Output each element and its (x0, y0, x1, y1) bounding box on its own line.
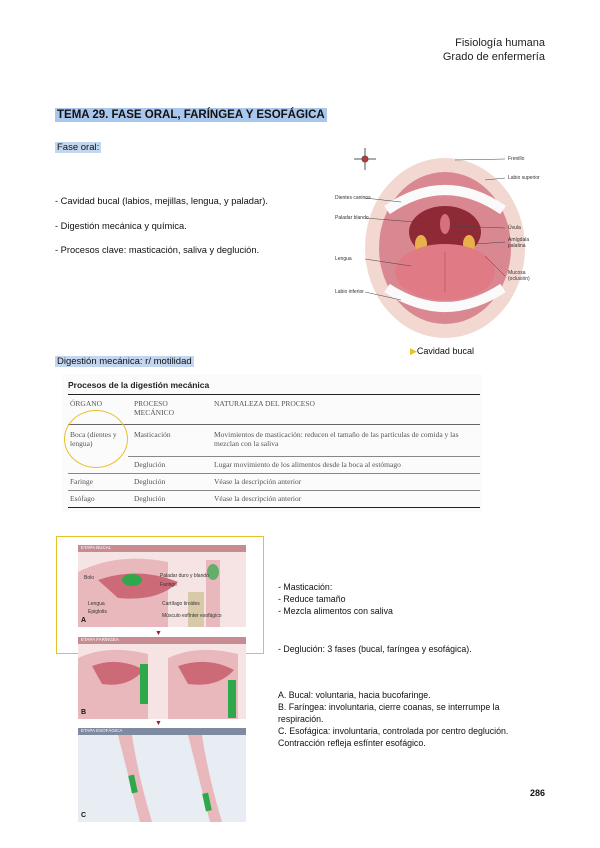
table-cell: Deglución (134, 494, 166, 503)
header-degree: Grado de enfermería (442, 51, 545, 63)
mouth-label: Amígdala palatina (508, 237, 530, 249)
mouth-label: Dientes caninos (335, 195, 371, 201)
arrow-down-icon: ▼ (155, 630, 162, 637)
oral-point: - Digestión mecánica y química. (55, 221, 187, 231)
panel-letter: A (81, 617, 87, 624)
mouth-label: Mucosa (oclusión) (508, 270, 530, 282)
table-cell: Deglución (134, 477, 166, 486)
page-number: 286 (529, 788, 545, 798)
swallow-panel-a: ETAPA BUCAL Bolo Paladar duro y blando Lengua Faringe Epiglotis Cartílago tiroides Músculo esfínter esofágico A (78, 545, 246, 627)
panel-c-illustration (78, 735, 246, 822)
table-cell: Masticación (134, 430, 171, 439)
panel-title: ETAPA ESOFÁGICA (78, 728, 246, 735)
panel-letter: C (81, 812, 87, 819)
arrow-down-icon: ▼ (155, 720, 162, 727)
table-cell: Movimientos de masticación: reducen el tamaño de las partículas de comida y las mezclan con la saliva (214, 430, 459, 448)
phase-item: C. Esofágica: involuntaria, controlada por centro deglución. Contracción refleja esfínter esofágico. (278, 726, 509, 748)
mouth-label: Paladar blando (335, 215, 369, 221)
panel-letter: B (81, 709, 87, 716)
table-cell: Deglución (134, 460, 166, 469)
mouth-figure (335, 140, 545, 350)
section-mech-heading: Digestión mecánica: r/ motilidad (57, 356, 192, 367)
table-cell: Boca (dientes y lengua) (70, 430, 117, 448)
page-title: TEMA 29. FASE ORAL, FARÍNGEA Y ESOFÁGICA (57, 109, 325, 121)
oral-point: - Cavidad bucal (labios, mejillas, lengua, y paladar). (55, 196, 268, 206)
mouth-label: Labio inferior (335, 289, 364, 295)
mouth-label: Úvula (508, 225, 521, 231)
oral-point: - Procesos clave: masticación, saliva y deglución. (55, 245, 260, 255)
table-cell: Esófago (70, 494, 95, 503)
table-cell: Véase la descripción anterior (214, 494, 302, 503)
table-header: ÓRGANO (70, 399, 103, 408)
chew-points: - Masticación: - Reduce tamaño - Mezcla alimentos con saliva (278, 582, 393, 616)
triangle-icon: ▶ (410, 346, 417, 356)
swallow-panel-b (78, 637, 246, 719)
phase-item: B. Faríngea: involuntaria, cierre coanas, se interrumpe la respiración. (278, 702, 500, 724)
table-cell: Lugar movimiento de los alimentos desde la boca al estómago (214, 460, 401, 469)
header (443, 36, 545, 64)
table-cell: Faringe (70, 477, 93, 486)
mouth-label: Frenillo (508, 156, 525, 162)
phase-list (278, 689, 518, 749)
mouth-caption: ▶Cavidad bucal (410, 346, 474, 356)
table-header: PROCESO MECÁNICO (134, 399, 175, 417)
mouth-label: Labio superior (508, 175, 540, 181)
swallow-intro: - Deglución: 3 fases (bucal, faríngea y esofágica). (278, 644, 472, 654)
highlight-circle (64, 410, 128, 468)
table-cell: Véase la descripción anterior (214, 477, 302, 486)
mouth-label: Lengua (335, 256, 352, 262)
header-subject: Fisiología humana (455, 37, 545, 49)
table-title: Procesos de la digestión mecánica (68, 380, 210, 390)
panel-title: ETAPA FARÍNGEA (78, 637, 246, 644)
swallow-panel-c (78, 728, 246, 822)
panel-title: ETAPA BUCAL (78, 545, 246, 552)
table-header: NATURALEZA DEL PROCESO (214, 399, 315, 408)
compass-icon (354, 148, 376, 170)
phase-item: A. Bucal: voluntaria, hacia bucofaringe. (278, 690, 431, 700)
panel-b-illustration (78, 644, 246, 719)
section-oral-heading: Fase oral: (57, 142, 100, 153)
